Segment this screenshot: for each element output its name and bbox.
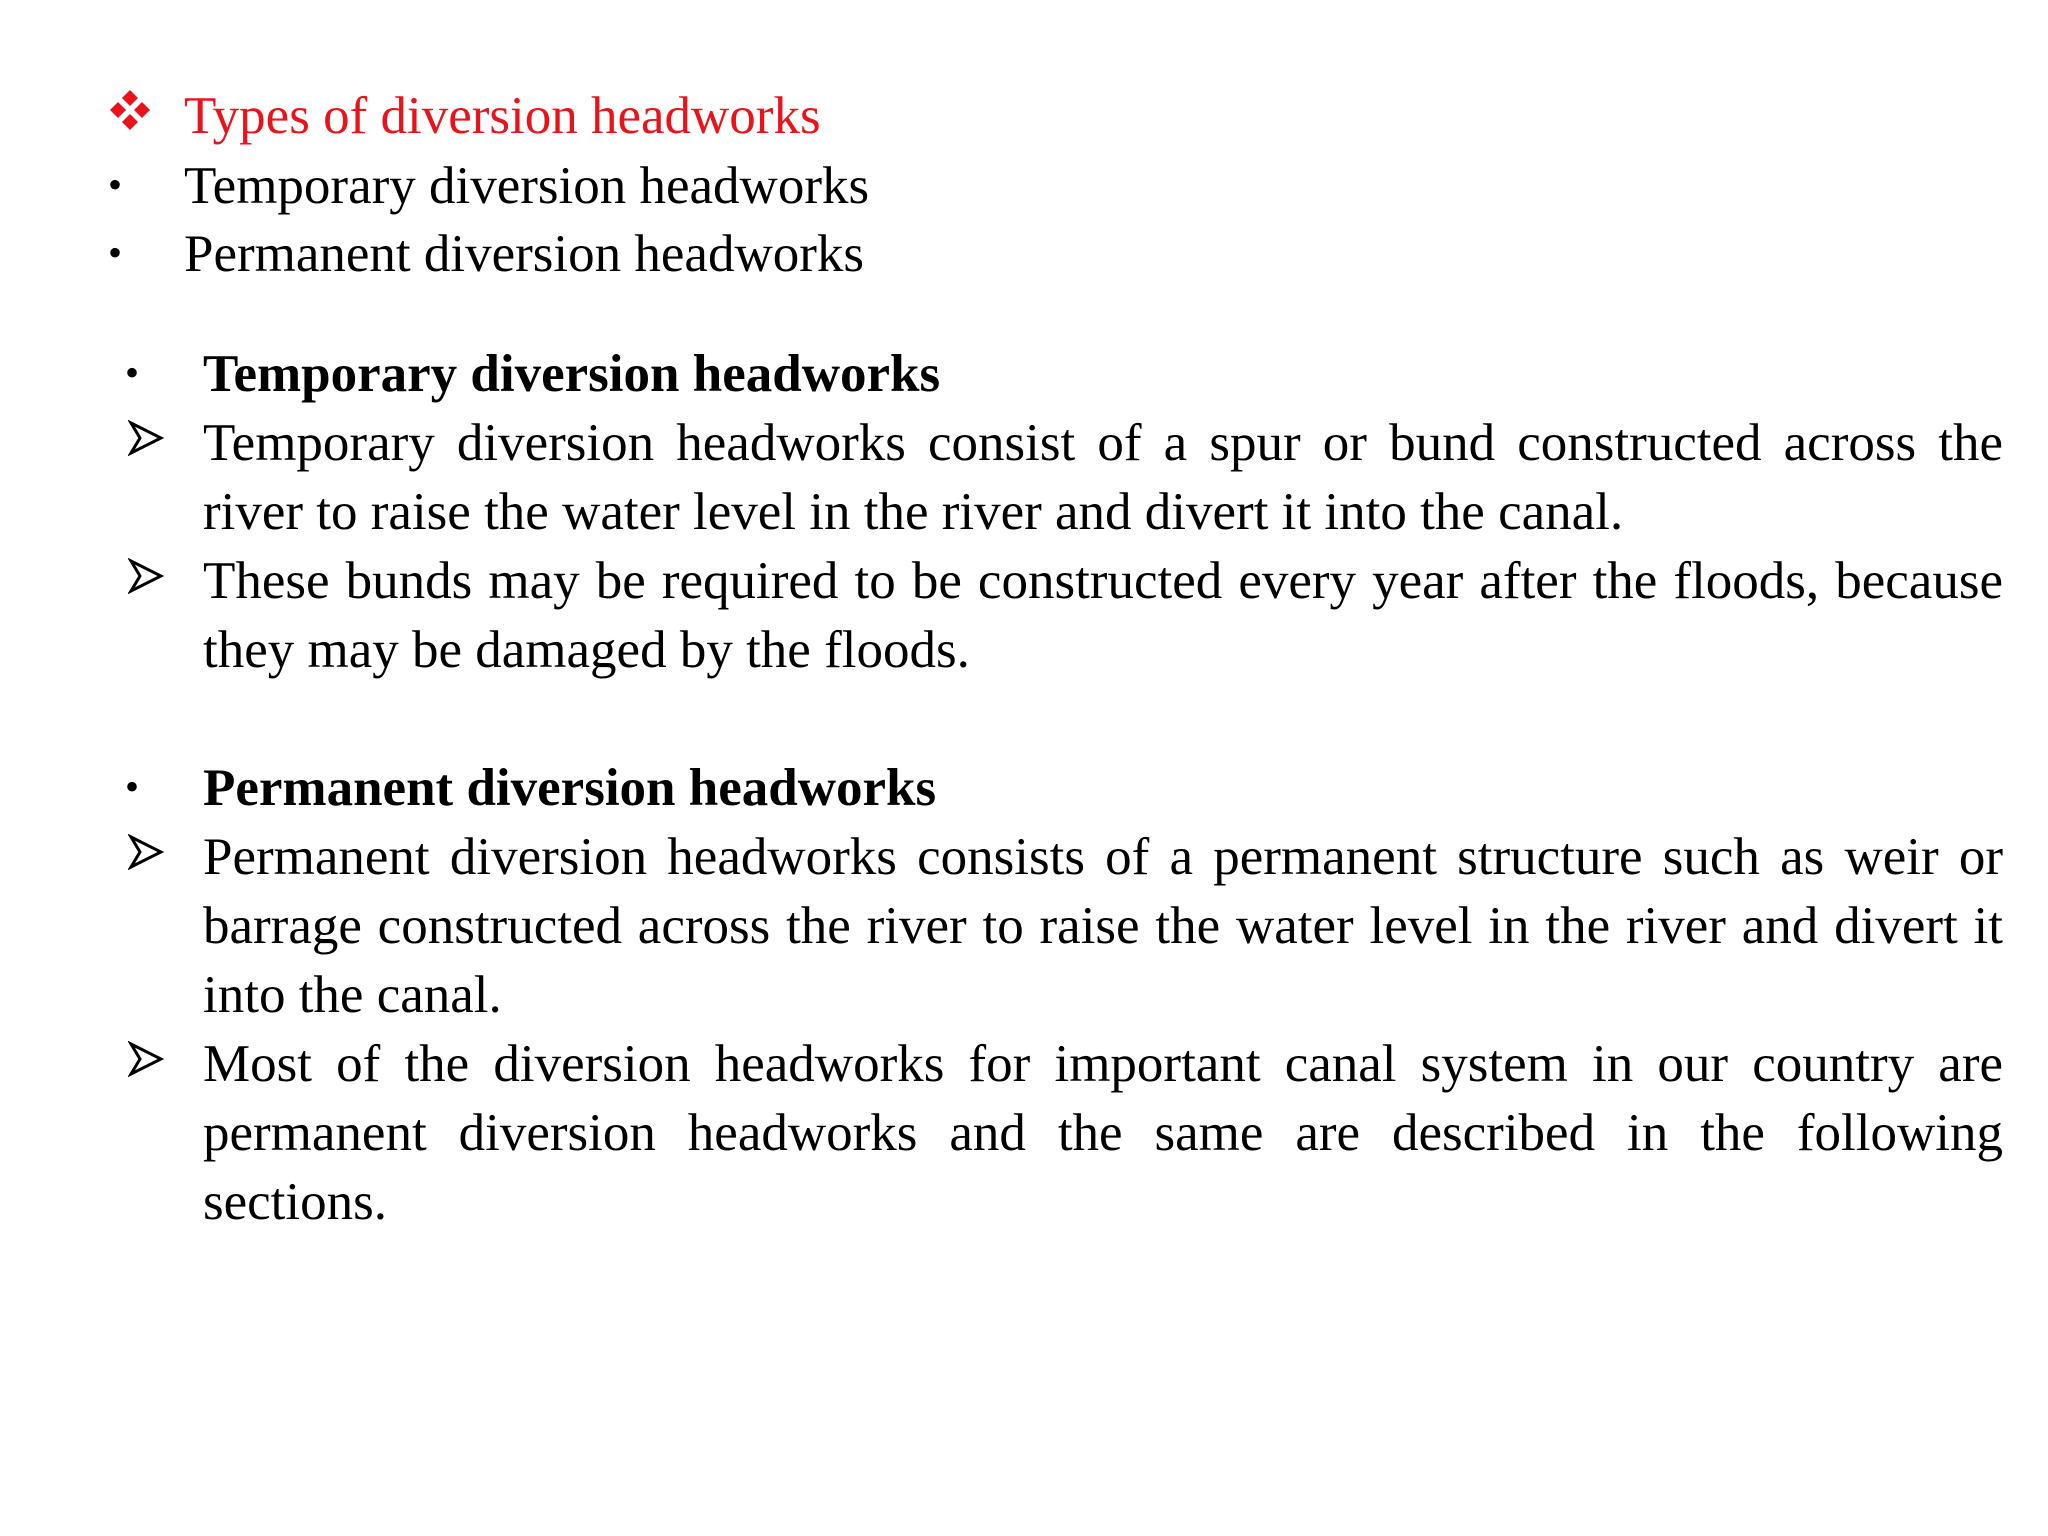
temporary-point-2: These bunds may be required to be constructed every year after the floods, because they may be damaged by the floods. bbox=[203, 552, 2003, 679]
bullet-icon: • bbox=[108, 230, 123, 275]
bullet-icon: • bbox=[125, 764, 140, 809]
permanent-point-2: Most of the diversion headworks for important canal system in our country are permanent diversion headworks and the same are described in the following sections. bbox=[203, 1035, 2003, 1231]
arrow-bullet-icon bbox=[128, 834, 164, 870]
diamond-bullet-icon bbox=[108, 88, 152, 132]
overview-title: Types of diversion headworks bbox=[184, 87, 821, 145]
temporary-point-1: Temporary diversion headworks consist of a spur or bund constructed across the river to raise the water level in the river and divert it into the canal. bbox=[203, 414, 2003, 541]
arrow-bullet-icon bbox=[128, 420, 164, 456]
temporary-heading: Temporary diversion headworks bbox=[203, 345, 941, 403]
permanent-point-1: Permanent diversion headworks consists of a permanent structure such as weir or barrage constructed across the river to raise the water level in the river and divert it into the canal. bbox=[203, 828, 2003, 1024]
overview-item-temporary: Temporary diversion headworks bbox=[184, 157, 870, 215]
bullet-icon: • bbox=[125, 350, 140, 395]
overview-item-permanent: Permanent diversion headworks bbox=[184, 225, 864, 283]
arrow-bullet-icon bbox=[128, 558, 164, 594]
bullet-icon: • bbox=[108, 162, 123, 207]
arrow-bullet-icon bbox=[128, 1041, 164, 1077]
permanent-heading: Permanent diversion headworks bbox=[203, 759, 937, 817]
